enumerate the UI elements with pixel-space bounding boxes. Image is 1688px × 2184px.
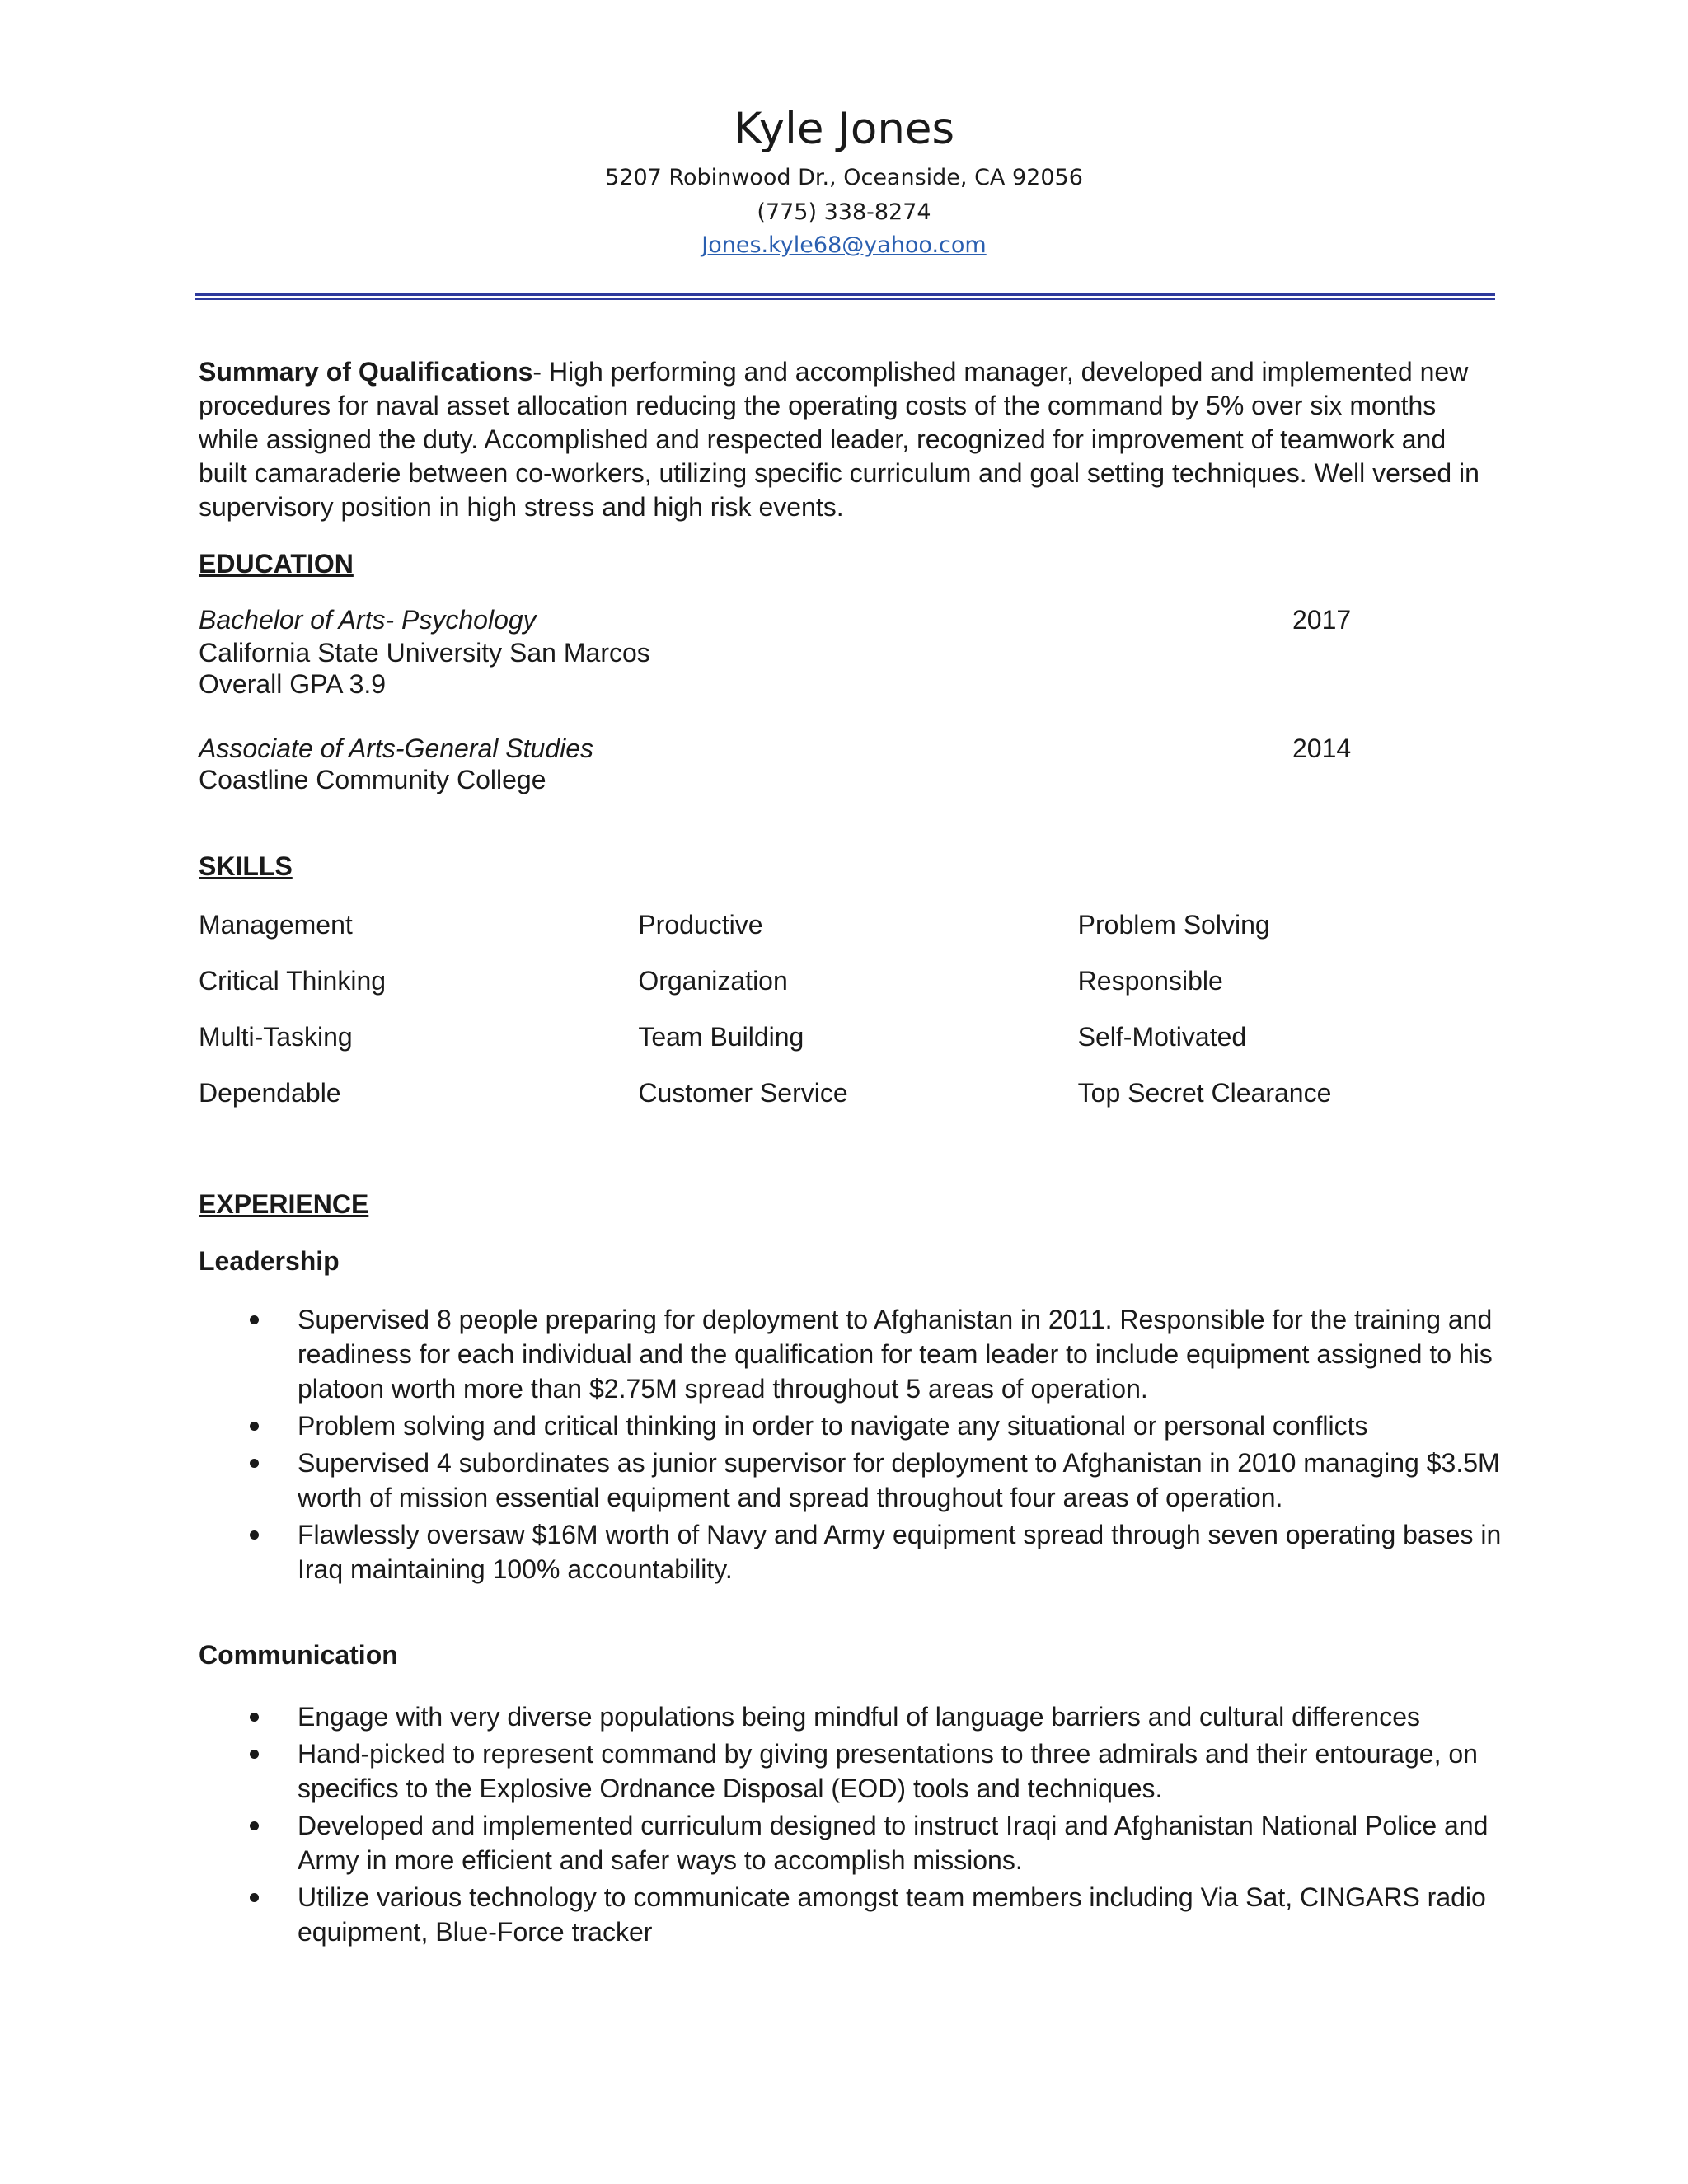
education-school-1: California State University San Marcos bbox=[199, 638, 650, 668]
leadership-bullet-list bbox=[199, 1302, 1517, 1589]
communication-bullet-list bbox=[199, 1699, 1517, 1952]
skill-item: Team Building bbox=[638, 1022, 804, 1052]
education-year-1: 2017 bbox=[1292, 605, 1352, 635]
education-degree-1: Bachelor of Arts- Psychology bbox=[199, 605, 537, 635]
bullet-icon bbox=[250, 1530, 259, 1540]
skills-row bbox=[199, 961, 1517, 1017]
bullet-text: Engage with very diverse populations being mindful of language barriers and cultural differences bbox=[298, 1702, 1421, 1732]
skill-item: Self-Motivated bbox=[1077, 1022, 1247, 1052]
experience-heading: EXPERIENCE bbox=[199, 1189, 369, 1219]
skill-item: Critical Thinking bbox=[199, 966, 387, 996]
skill-item: Customer Service bbox=[638, 1078, 848, 1108]
skills-row bbox=[199, 1073, 1517, 1129]
list-item bbox=[199, 1736, 1517, 1806]
summary-label: Summary of Qualifications bbox=[199, 357, 533, 387]
skill-item: Productive bbox=[638, 910, 763, 940]
leadership-subheading: Leadership bbox=[199, 1246, 340, 1276]
communication-subheading: Communication bbox=[199, 1640, 398, 1670]
email-link[interactable]: Jones.kyle68@yahoo.com bbox=[701, 232, 987, 258]
list-item bbox=[199, 1517, 1517, 1586]
bullet-icon bbox=[250, 1315, 259, 1324]
candidate-name: Kyle Jones bbox=[733, 104, 955, 154]
bullet-icon bbox=[250, 1422, 259, 1431]
list-item bbox=[199, 1808, 1517, 1877]
bullet-text: Utilize various technology to communicate amongst team members including Via Sat, CINGARS radio equipment, Blue-Force tracker bbox=[298, 1882, 1486, 1947]
email-line bbox=[0, 231, 1688, 260]
bullet-icon bbox=[250, 1893, 259, 1902]
skills-grid bbox=[199, 905, 1517, 1129]
bullet-icon bbox=[250, 1750, 259, 1759]
education-heading: EDUCATION bbox=[199, 549, 354, 579]
bullet-text: Developed and implemented curriculum designed to instruct Iraqi and Afghanistan National Police and Army in more efficient and safer ways to accomplish missions. bbox=[298, 1811, 1489, 1875]
skill-item: Top Secret Clearance bbox=[1077, 1078, 1332, 1108]
skill-item: Dependable bbox=[199, 1078, 341, 1108]
list-item bbox=[199, 1699, 1517, 1734]
skill-item: Problem Solving bbox=[1077, 910, 1270, 940]
skill-item: Management bbox=[199, 910, 353, 940]
bullet-text: Problem solving and critical thinking in order to navigate any situational or personal conflicts bbox=[298, 1411, 1368, 1441]
header-divider-top bbox=[195, 293, 1495, 296]
education-school-2: Coastline Community College bbox=[199, 765, 546, 794]
skills-heading: SKILLS bbox=[199, 851, 293, 881]
bullet-icon bbox=[250, 1713, 259, 1722]
list-item bbox=[199, 1446, 1517, 1515]
bullet-icon bbox=[250, 1821, 259, 1830]
skill-item: Responsible bbox=[1077, 966, 1223, 996]
list-item bbox=[199, 1302, 1517, 1406]
phone-number: (775) 338-8274 bbox=[757, 199, 931, 225]
bullet-text: Supervised 8 people preparing for deployment to Afghanistan in 2011. Responsible for the training and readiness for each individual and the qualification for team leader to include equipment assigned to his platoon worth more than $2.75M spread throughout 5 areas of operation. bbox=[298, 1305, 1493, 1404]
header-divider-bottom bbox=[195, 298, 1495, 300]
skills-row bbox=[199, 1017, 1517, 1073]
bullet-text: Flawlessly oversaw $16M worth of Navy and Army equipment spread through seven operating bases in Iraq maintaining 100% accountability. bbox=[298, 1520, 1502, 1584]
summary-text: - High performing and accomplished manager, developed and implemented new procedures for naval asset allocation reducing the operating costs of the command by 5% over six months while assigned the duty. Accomplished and respected leader, recognized for improvement of teamwork and built camaraderie between co-workers, utilizing specific curriculum and goal setting techniques. Well versed in supervisory position in high stress and high risk events. bbox=[199, 357, 1479, 522]
skill-item: Organization bbox=[638, 966, 788, 996]
skill-item: Multi-Tasking bbox=[199, 1022, 353, 1052]
education-year-2: 2014 bbox=[1292, 733, 1352, 763]
education-degree-2: Associate of Arts-General Studies bbox=[199, 733, 594, 763]
skills-row bbox=[199, 905, 1517, 961]
bullet-text: Supervised 4 subordinates as junior supervisor for deployment to Afghanistan in 2010 managing $3.5M worth of mission essential equipment and spread throughout four areas of operation. bbox=[298, 1448, 1500, 1512]
list-item bbox=[199, 1408, 1517, 1443]
summary-of-qualifications bbox=[199, 355, 1501, 524]
bullet-icon bbox=[250, 1459, 259, 1468]
list-item bbox=[199, 1880, 1517, 1949]
education-gpa: Overall GPA 3.9 bbox=[199, 669, 387, 699]
bullet-text: Hand-picked to represent command by giving presentations to three admirals and their entourage, on specifics to the Explosive Ordnance Disposal (EOD) tools and techniques. bbox=[298, 1739, 1478, 1803]
address: 5207 Robinwood Dr., Oceanside, CA 92056 bbox=[605, 165, 1083, 190]
